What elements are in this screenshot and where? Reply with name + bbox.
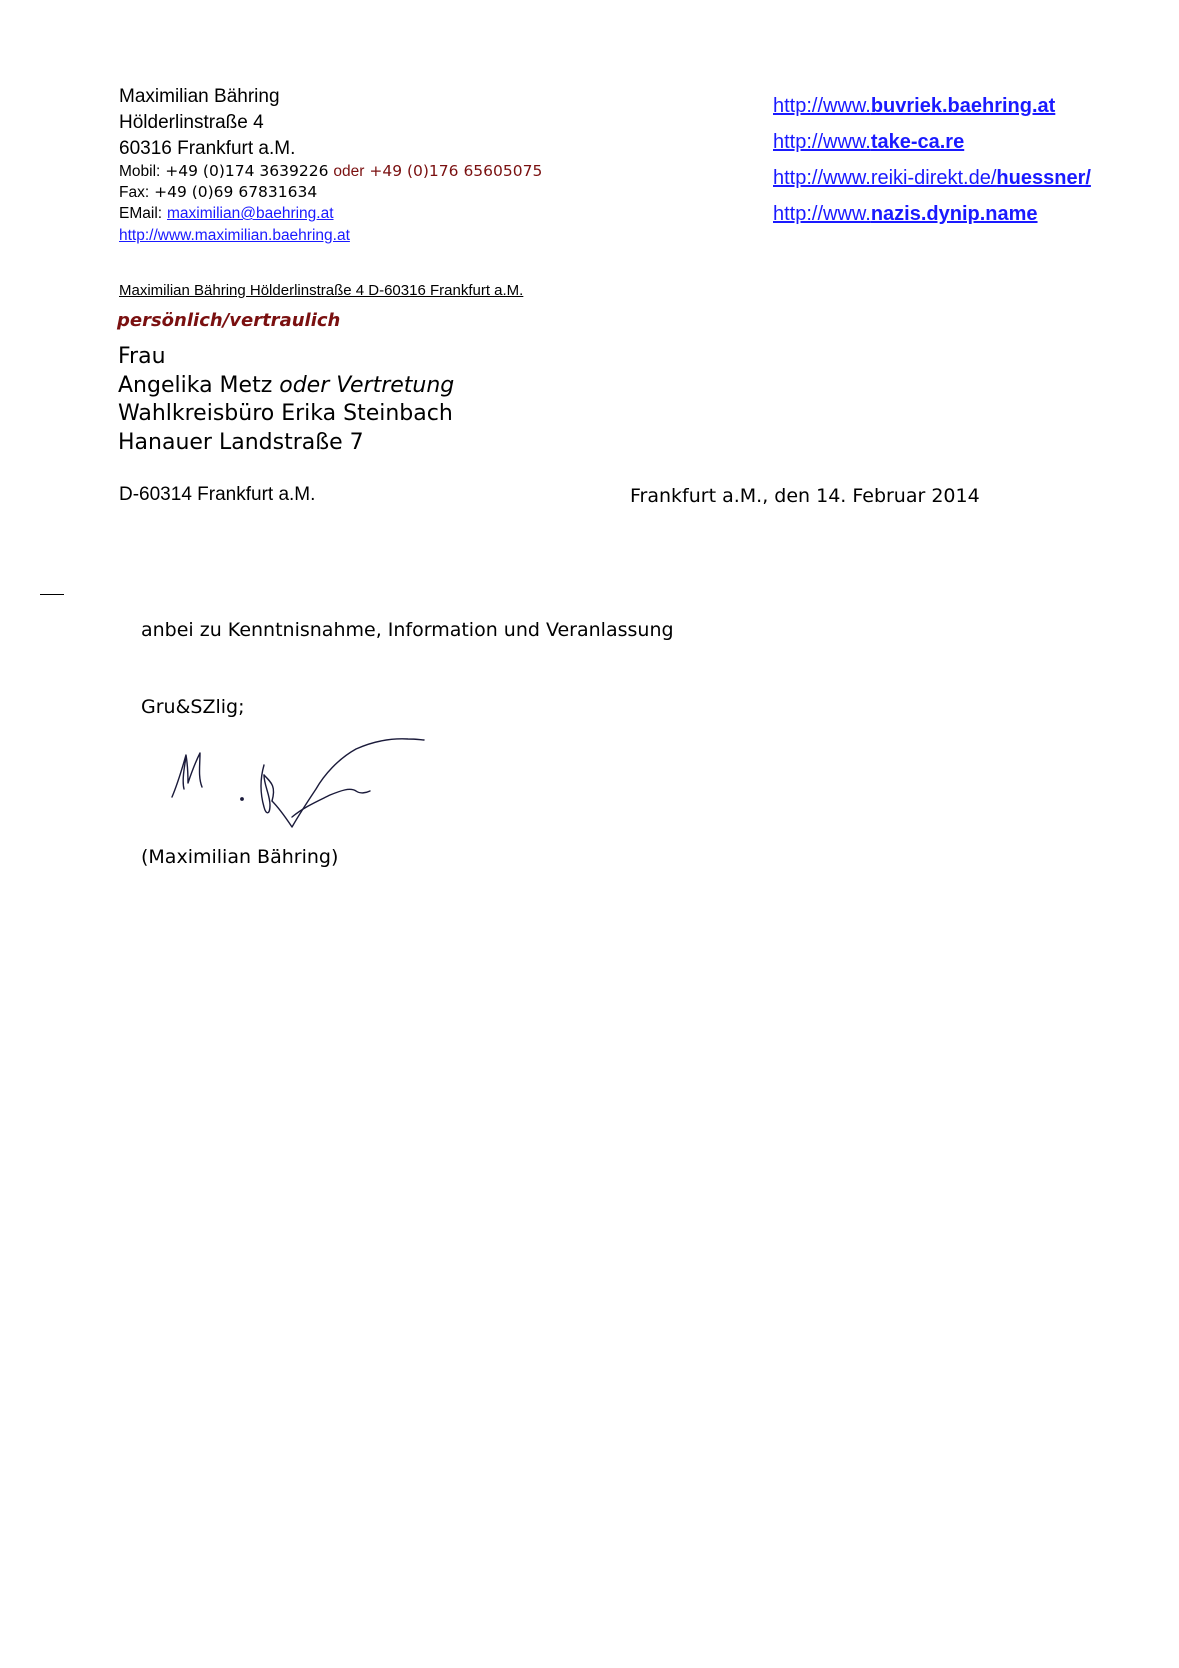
link-buvriek[interactable]: http://www.buvriek.baehring.at xyxy=(773,95,1056,117)
sender-city: 60316 Frankfurt a.M. xyxy=(119,138,296,159)
email-label: EMail: xyxy=(119,205,163,222)
mobile-number: +49 (0)174 3639226 xyxy=(165,162,329,180)
link-nazis-dynip[interactable]: http://www.nazis.dynip.name xyxy=(773,203,1038,225)
link-take-care[interactable]: http://www.take-ca.re xyxy=(773,131,965,153)
body-text: anbei zu Kenntnisnahme, Information und Veranlassung xyxy=(141,619,674,641)
mobile-number-alt: +49 (0)176 65605075 xyxy=(369,162,543,180)
confidential-label: persönlich/vertraulich xyxy=(117,310,341,331)
link-reiki-direkt[interactable]: http://www.reiki-direkt.de/huessner/ xyxy=(773,167,1091,189)
recipient-street: Hanauer Landstraße 7 xyxy=(118,429,364,455)
closing-text: Gru&SZlig; xyxy=(141,696,245,718)
email-line xyxy=(119,203,334,224)
sender-street: Hölderlinstraße 4 xyxy=(119,112,264,133)
sender-name: Maximilian Bähring xyxy=(119,86,280,107)
recipient-name-suffix: oder Vertretung xyxy=(279,372,455,398)
recipient-name-line xyxy=(118,372,454,401)
email-link[interactable]: maximilian@baehring.at xyxy=(167,205,334,222)
recipient-office: Wahlkreisbüro Erika Steinbach xyxy=(118,401,453,426)
fax-line xyxy=(119,182,317,203)
oder-text: oder xyxy=(333,163,365,180)
links-list xyxy=(773,88,1091,232)
fax-label: Fax: xyxy=(119,184,150,201)
recipient-name: Angelika Metz xyxy=(118,372,273,398)
signature-image xyxy=(160,735,440,835)
recipient-block xyxy=(118,343,454,457)
mobile-label: Mobil: xyxy=(119,163,161,180)
return-address-line: Maximilian Bähring Hölderlinstraße 4 D-60316 Frankfurt a.M. xyxy=(119,282,524,299)
fax-number: +49 (0)69 67831634 xyxy=(154,183,318,201)
fold-mark xyxy=(40,594,64,595)
website-line xyxy=(119,225,350,246)
website-link[interactable]: http://www.maximilian.baehring.at xyxy=(119,227,350,244)
recipient-salutation: Frau xyxy=(118,344,166,369)
date-line: Frankfurt a.M., den 14. Februar 2014 xyxy=(630,485,980,507)
recipient-zip-city: D-60314 Frankfurt a.M. xyxy=(119,484,316,505)
signature-name: (Maximilian Bähring) xyxy=(141,846,339,868)
mobile-line xyxy=(119,161,542,182)
